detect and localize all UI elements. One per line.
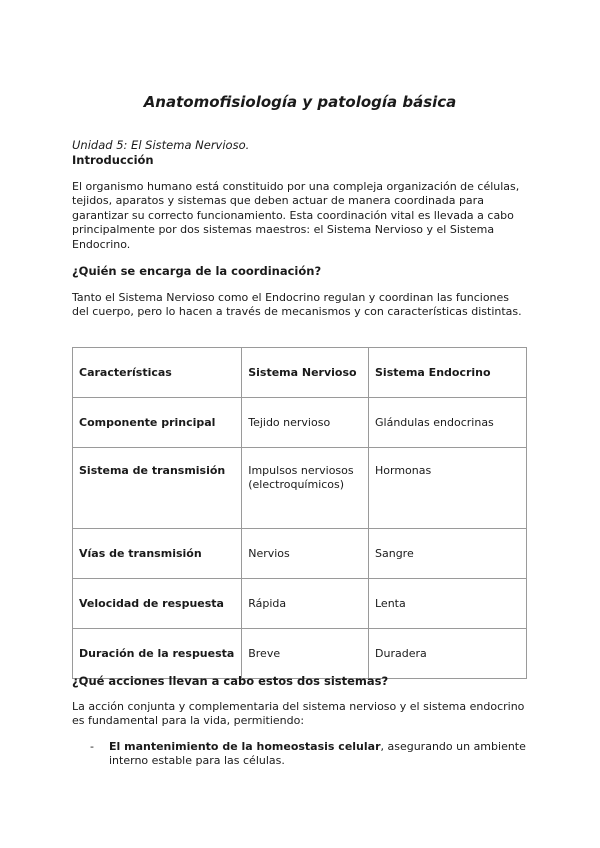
table-row: [73, 579, 527, 629]
bullet-rest-text: , asegurando un ambiente interno estable para las células.: [109, 740, 526, 768]
table-row: [73, 529, 527, 579]
table-cell: Vías de transmisión: [73, 529, 242, 579]
actions-paragraph: La acción conjunta y complementaria del sistema nervioso y el sistema endocrino es fundamental para la vida, permitiendo:: [72, 700, 525, 728]
table-cell: Rápida: [242, 579, 369, 629]
intro-paragraph: El organismo humano está constituido por una compleja organización de células, tejidos, aparatos y sistemas que deben actuar de manera coordinada para garantizar su correcto funcionamiento. Esta coordinación vital es llevada a cabo principalmente por dos sistemas maestros: el Sistema Nervioso y el Sistema Endocrino.: [72, 180, 520, 251]
table-cell: Impulsos nerviosos (electroquímicos): [242, 448, 369, 529]
table-cell: Componente principal: [73, 398, 242, 448]
table-header-row: [73, 348, 527, 398]
table-row: [73, 398, 527, 448]
table-row: [73, 448, 527, 529]
unit-heading: Unidad 5: El Sistema Nervioso.: [72, 138, 250, 152]
actions-heading: ¿Qué acciones llevan a cabo estos dos sistemas?: [72, 674, 389, 688]
table-cell: Glándulas endocrinas: [369, 398, 527, 448]
table-cell: Nervios: [242, 529, 369, 579]
intro-heading: Introducción: [72, 153, 154, 167]
table-cell: Hormonas: [369, 448, 527, 529]
bullet-dash: -: [90, 740, 94, 753]
table-cell: Duradera: [369, 629, 527, 679]
table-cell: Breve: [242, 629, 369, 679]
coordination-paragraph: Tanto el Sistema Nervioso como el Endocrino regulan y coordinan las funciones del cuerpo, pero lo hacen a través de mecanismos y con características distintas.: [72, 291, 522, 319]
table-header-cell: Sistema Nervioso: [242, 348, 369, 398]
table-cell: Tejido nervioso: [242, 398, 369, 448]
table-cell: Duración de la respuesta: [73, 629, 242, 679]
table-cell: Velocidad de respuesta: [73, 579, 242, 629]
document-title: Anatomofisiología y patología básica: [143, 93, 457, 111]
table-cell: Sistema de transmisión: [73, 448, 242, 529]
table-header-cell: Sistema Endocrino: [369, 348, 527, 398]
table-cell: Sangre: [369, 529, 527, 579]
list-item: [90, 740, 528, 769]
bullet-bold-text: El mantenimiento de la homeostasis celular: [109, 740, 381, 753]
table-header-cell: Características: [73, 348, 242, 398]
comparison-table: [72, 347, 527, 679]
bullet-text: [109, 740, 528, 769]
coordination-heading: ¿Quién se encarga de la coordinación?: [72, 264, 322, 278]
table-row: [73, 629, 527, 679]
table-cell: Lenta: [369, 579, 527, 629]
